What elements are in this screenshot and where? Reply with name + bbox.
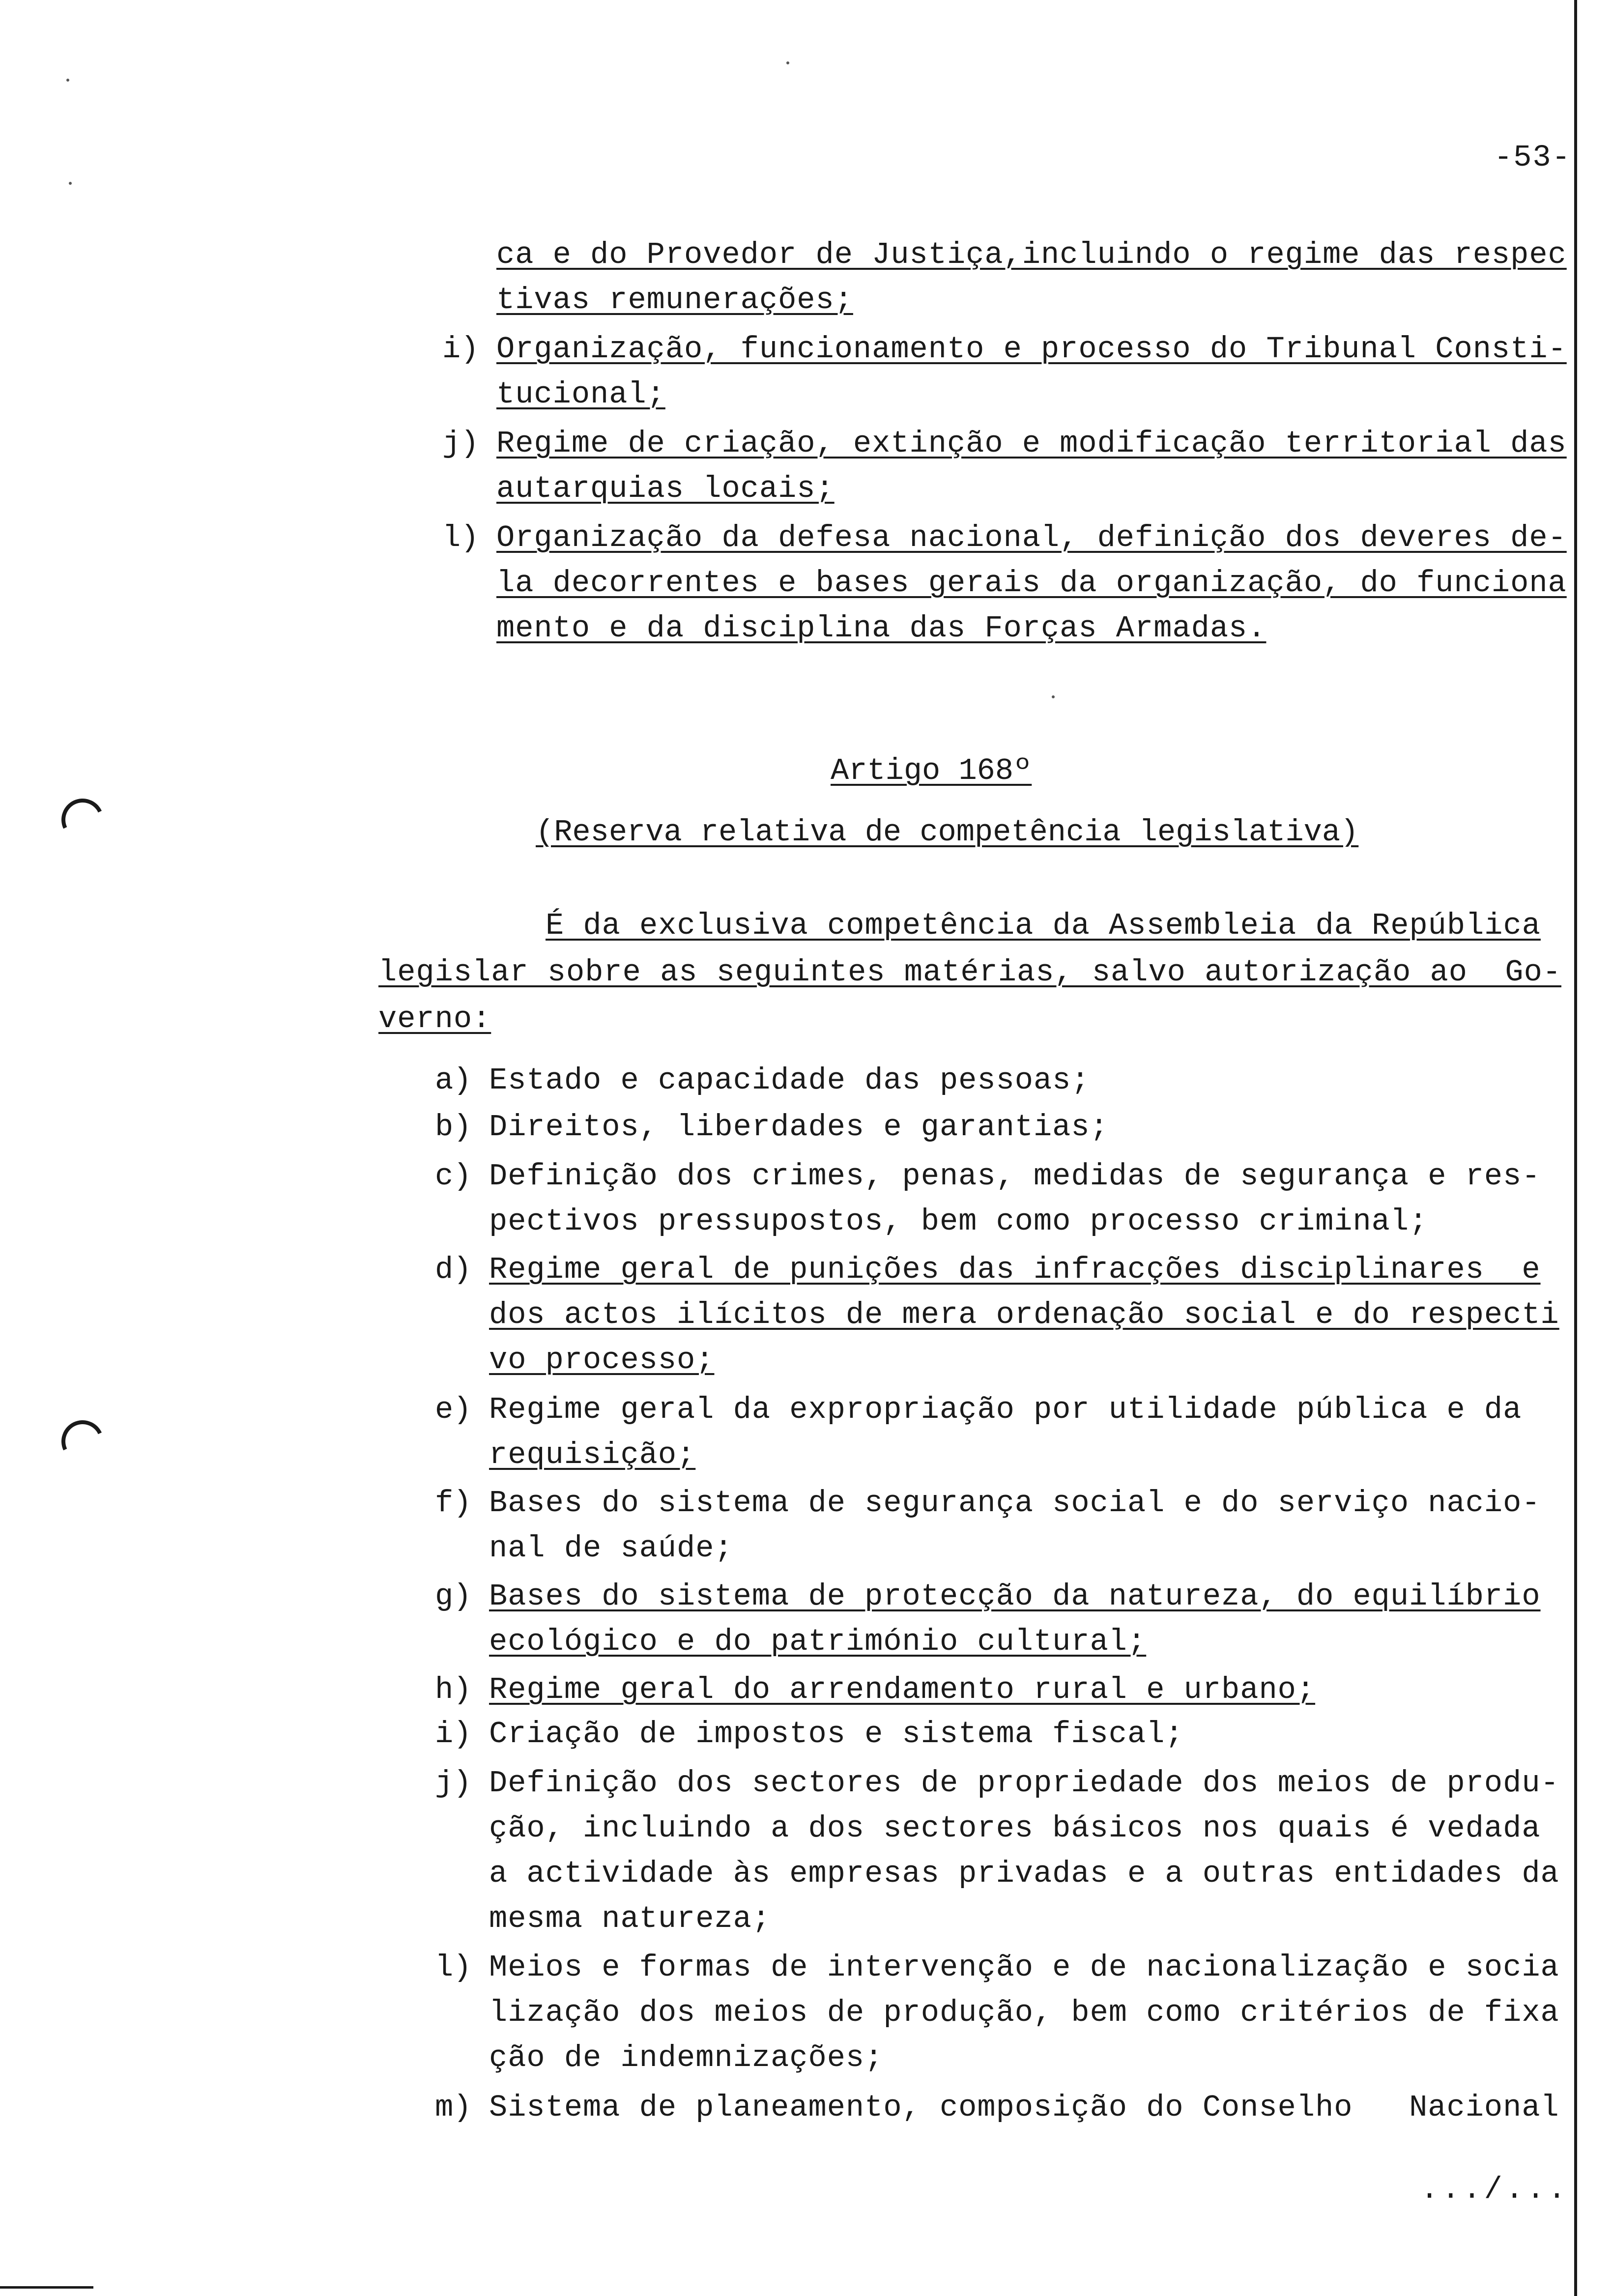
punch-hole-mark (56, 793, 110, 847)
item-line: Definição dos crimes, penas, medidas de segurança e res- (489, 1159, 1541, 1194)
item-line: vo processo; (489, 1343, 715, 1378)
intro-line: legislar sobre as seguintes matérias, salvo autorização ao Go- (378, 955, 1561, 990)
punch-hole-mark (56, 1414, 110, 1468)
item-line: Bases do sistema de segurança social e do serviço nacio- (489, 1486, 1541, 1521)
top-item-label: l) (442, 520, 479, 555)
article-subtitle: (Reserva relativa de competência legislativa) (536, 815, 1359, 850)
item-line: requisição; (489, 1437, 696, 1472)
item-line: ção de indemnizações; (489, 2040, 884, 2075)
item-line: Criação de impostos e sistema fiscal; (489, 1717, 1184, 1751)
item-line: mesma natureza; (489, 1901, 771, 1936)
item-label: i) (435, 1717, 472, 1751)
bottom-edge-mark (0, 2286, 93, 2289)
right-margin-rule (1574, 0, 1577, 2296)
item-label: g) (435, 1579, 472, 1614)
item-line: ção, incluindo a dos sectores básicos nos quais é vedada (489, 1811, 1541, 1846)
top-item-label: i) (442, 332, 479, 367)
top-item-line: ca e do Provedor de Justiça,incluindo o regime das respec (496, 237, 1567, 272)
top-item-line: tucional; (496, 377, 665, 412)
item-label: l) (435, 1950, 472, 1985)
page-number: -53- (1494, 140, 1571, 175)
continuation-mark: .../... (1420, 2172, 1569, 2207)
item-label: h) (435, 1672, 472, 1707)
item-line: Sistema de planeamento, composição do Conselho Nacional (489, 2090, 1559, 2125)
top-item-line: autarquias locais; (496, 471, 835, 506)
top-item-line: mento e da disciplina das Forças Armadas. (496, 611, 1267, 646)
scan-speck (66, 79, 69, 82)
top-item-line: Organização da defesa nacional, definição dos deveres de- (496, 520, 1567, 555)
item-line: Definição dos sectores de propriedade dos meios de produ- (489, 1766, 1559, 1801)
item-line: ecológico e do património cultural; (489, 1624, 1147, 1659)
item-line: lização dos meios de produção, bem como critérios de fixa (489, 1995, 1559, 2030)
intro-line: É da exclusiva competência da Assembleia da República (546, 908, 1541, 943)
item-line: dos actos ilícitos de mera ordenação social e do respecti (489, 1297, 1559, 1332)
scan-speck (786, 61, 789, 64)
item-line: Direitos, liberdades e garantias; (489, 1110, 1109, 1145)
item-line: Meios e formas de intervenção e de nacionalização e socia (489, 1950, 1559, 1985)
top-item-label: j) (442, 426, 479, 461)
item-label: j) (435, 1766, 472, 1801)
item-line: a actividade às empresas privadas e a outras entidades da (489, 1856, 1559, 1891)
item-line: Estado e capacidade das pessoas; (489, 1063, 1090, 1098)
top-item-line: Organização, funcionamento e processo do Tribunal Consti- (496, 332, 1567, 367)
item-line: Regime geral do arrendamento rural e urbano; (489, 1672, 1316, 1707)
scan-speck (1052, 695, 1055, 698)
item-label: b) (435, 1110, 472, 1145)
item-label: f) (435, 1486, 472, 1521)
item-label: m) (435, 2090, 472, 2125)
item-label: c) (435, 1159, 472, 1194)
item-line: nal de saúde; (489, 1531, 733, 1566)
top-item-line: la decorrentes e bases gerais da organização, do funciona (496, 566, 1567, 601)
item-label: d) (435, 1252, 472, 1287)
item-label: a) (435, 1063, 472, 1098)
item-line: Regime geral de punições das infracções disciplinares e (489, 1252, 1541, 1287)
top-item-line: tivas remunerações; (496, 283, 853, 317)
article-title: Artigo 168º (831, 753, 1032, 788)
top-item-line: Regime de criação, extinção e modificação territorial das (496, 426, 1567, 461)
item-line: Regime geral da expropriação por utilidade pública e da (489, 1392, 1522, 1427)
intro-line: verno: (378, 1002, 491, 1036)
item-line: pectivos pressupostos, bem como processo criminal; (489, 1204, 1428, 1239)
item-line: Bases do sistema de protecção da natureza, do equilíbrio (489, 1579, 1541, 1614)
item-label: e) (435, 1392, 472, 1427)
scan-speck (69, 182, 72, 185)
